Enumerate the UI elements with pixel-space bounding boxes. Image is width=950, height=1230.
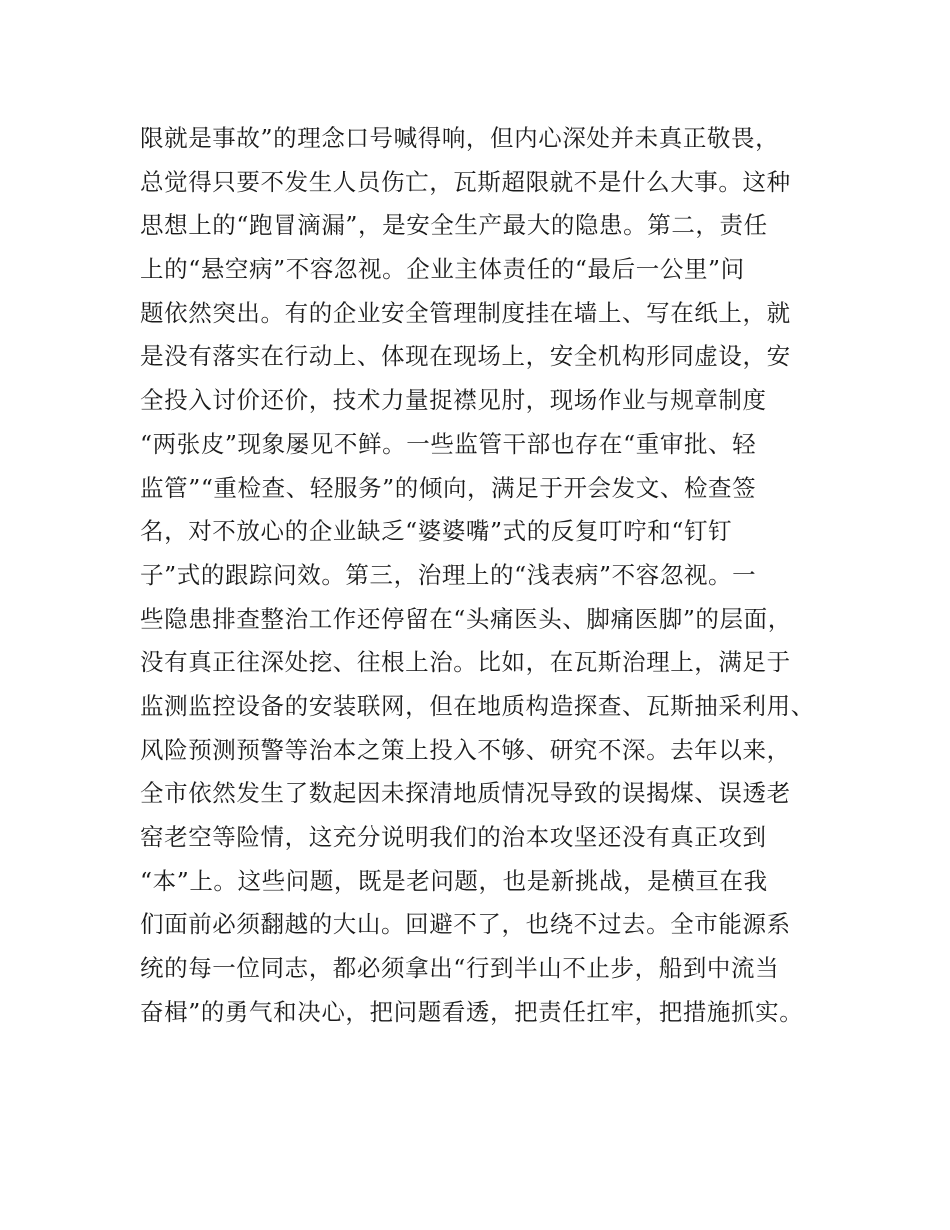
text-line: 窑老空等险情，这充分说明我们的治本攻坚还没有真正攻到 (140, 823, 767, 851)
text-line: 奋楫”的勇气和决心，把问题看透，把责任扛牢，把措施抓实。 (140, 997, 804, 1026)
text-line: “本”上。这些问题，既是老问题，也是新挑战，是横亘在我 (140, 866, 768, 895)
text-line: 题依然突出。有的企业安全管理制度挂在墙上、写在纸上，就 (140, 298, 791, 327)
text-line: 限就是事故”的理念口号喊得响，但内心深处并未真正敬畏， (140, 124, 780, 152)
text-line: 风险预测预警等治本之策上投入不够、研究不深。去年以来， (140, 735, 791, 764)
text-line: 子”式的跟踪问效。第三，治理上的“浅表病”不容忽视。一 (140, 560, 757, 589)
text-line: 总觉得只要不发生人员伤亡，瓦斯超限就不是什么大事。这种 (140, 167, 791, 196)
body-paragraph (140, 117, 840, 1034)
text-line: 全投入讨价还价，技术力量捉襟见肘，现场作业与规章制度 (140, 386, 767, 415)
text-line: 统的每一位同志，都必须拿出“行到半山不止步，船到中流当 (140, 954, 780, 983)
text-line: 监测监控设备的安装联网，但在地质构造探查、瓦斯抽采利用、 (140, 691, 815, 720)
text-line: 没有真正往深处挖、往根上治。比如，在瓦斯治理上，满足于 (140, 648, 791, 677)
text-line: 们面前必须翻越的大山。回避不了，也绕不过去。全市能源系 (140, 910, 791, 939)
text-line: 上的“悬空病”不容忽视。企业主体责任的“最后一公里”问 (140, 255, 745, 284)
text-line: 是没有落实在行动上、体现在现场上，安全机构形同虚设，安 (140, 342, 791, 371)
text-line: 名，对不放心的企业缺乏“婆婆嘴”式的反复叮咛和“钉钉 (140, 517, 733, 546)
text-line: 些隐患排查整治工作还停留在“头痛医头、脚痛医脚”的层面， (140, 604, 792, 633)
text-line: 全市依然发生了数起因未探清地质情况导致的误揭煤、误透老 (140, 779, 791, 808)
text-line: 监管”“重检查、轻服务”的倾向，满足于开会发文、检查签 (140, 473, 757, 502)
text-line: 思想上的“跑冒滴漏”，是安全生产最大的隐患。第二，责任 (140, 211, 768, 240)
text-line: “两张皮”现象屡见不鲜。一些监管干部也存在“重审批、轻 (140, 429, 757, 458)
